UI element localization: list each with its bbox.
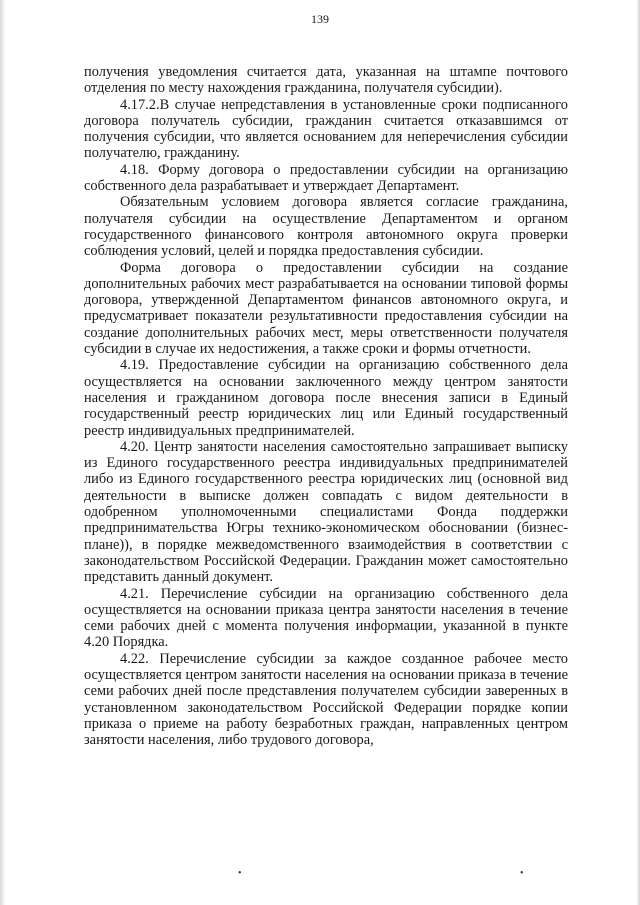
scan-speck: • [520, 868, 524, 879]
scan-edge-left [0, 0, 6, 905]
paragraph: Форма договора о предоставлении субсидии на создание дополнительных рабочих мест разрабатывается на основании типовой формы договора, утвержденной Департаментом финансов автономного округа, и предусматривает показатели результативности предоставления субсидии на создание дополнительных рабочих мест, меры ответственности получателя субсидии в случае их недостижения, а также сроки и формы отчетности. [84, 259, 568, 358]
paragraph: 4.20. Центр занятости населения самостоятельно запрашивает выписку из Единого государственного реестра индивидуальных предпринимателей либо из Единого государственного реестра юридических лиц (основной вид деятельности в выписке должен совпадать с видом деятельности в одобренном уполномоченными специалистами Фонда поддержки предпринимательства Югры технико-экономическом обосновании (бизнес-плане)), в порядке межведомственного взаимодействия в соответствии с законодательством Российской Федерации. Гражданин может самостоятельно представить данный документ. [84, 438, 568, 586]
paragraph: 4.21. Перечисление субсидии на организацию собственного дела осуществляется на основании приказа центра занятости населения в течение семи рабочих дней с момента получения информации, указанной в пункте 4.20 Порядка. [84, 585, 568, 651]
paragraph: 4.22. Перечисление субсидии за каждое созданное рабочее место осуществляется центром занятости населения на основании приказа в течение семи рабочих дней после представления получателем субсидии заверенных в установленном законодательством Российской Федерации порядке копии приказа о приеме на работу безработных граждан, направленных центром занятости населения, либо трудового договора, [84, 650, 568, 749]
paragraph: 4.19. Предоставление субсидии на организацию собственного дела осуществляется на основании заключенного между центром занятости населения и гражданином договора после внесения записи в Единый государственный реестр юридических лиц или Единый государственный реестр индивидуальных предпринимателей. [84, 357, 568, 439]
paragraph: Обязательным условием договора является согласие гражданина, получателя субсидии на осуществление Департаментом и органом государственного финансового контроля автономного округа проверки соблюдения условий, целей и порядка предоставления субсидии. [84, 194, 568, 260]
paragraph: 4.18. Форму договора о предоставлении субсидии на организацию собственного дела разрабатывает и утверждает Департамент. [84, 161, 568, 195]
scan-edge-right [636, 0, 640, 905]
document-body [84, 64, 568, 748]
paragraph: получения уведомления считается дата, указанная на штампе почтового отделения по месту нахождения гражданина, получателя субсидии). [84, 64, 568, 97]
page-number: 139 [311, 12, 329, 26]
scan-speck: • [238, 868, 242, 879]
paragraph: 4.17.2.В случае непредставления в установленные сроки подписанного договора получатель субсидии, гражданин считается отказавшимся от получения субсидии, что является основанием для неперечисления субсидии получателю, гражданину. [84, 96, 568, 162]
